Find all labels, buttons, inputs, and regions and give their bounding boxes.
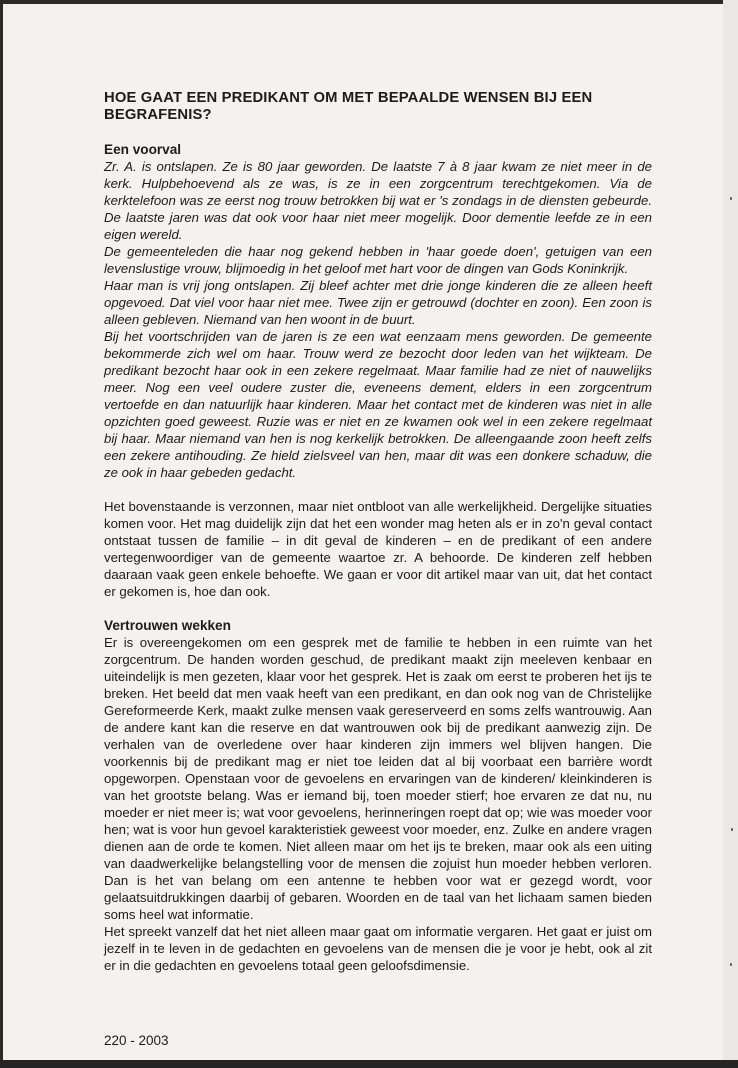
scan-speck (730, 197, 732, 200)
section-vertrouwen-wekken (104, 634, 652, 974)
paragraph: Er is overeengekomen om een gesprek met de familie te hebben in een ruimte van het zorgcentrum. De handen worden geschud, de predikant maakt zijn meeleven kenbaar en uiteindelijk is men gezeten, klaar voor het gesprek. Het is zaak om eerst te proberen het ijs te breken. Het beeld dat men vaak heeft van een predikant, en dan ook nog van de Christelijke Gereformeerde Kerk, maakt zulke mensen vaak gereserveerd en soms zelfs wantrouwig. Aan de andere kant kan die reserve en dat wantrouwen ook bij de predikant aanwezig zijn. De verhalen van de overledene over haar kinderen zijn immers wel blijven hangen. Die voorkennis bij de predikant mag er niet toe leiden dat al bij voorbaat een barrière wordt opgeworpen. Openstaan voor de gevoelens en ervaringen van de kinderen/ kleinkinderen is van het grootste belang. Was er iemand bij, toen moeder stierf; hoe ervaren ze dat nu, nu moeder er niet meer is; wat voor gevoelens, herinneringen roept dat op; wie was moeder voor hen; wat is voor hun gevoel karakteristiek geweest voor moeder, enz. Zulke en andere vragen dienen aan de orde te komen. Niet alleen maar om het ijs te breken, maar ook als een uiting van daadwerkelijke belangstelling voor de mensen die zojuist hun moeder hebben verloren. Dan is het van belang om een antenne te hebben voor wat er gezegd wordt, voor gelaatsuitdrukkingen daarbij of gebaren. Woorden en de taal van het lichaam samen bieden soms heel wat informatie. (104, 635, 652, 922)
section-toelichting (104, 498, 652, 600)
adjacent-page-edge (723, 0, 738, 1068)
paragraph: De gemeenteleden die haar nog gekend hebben in 'haar goede doen', getuigen van een levenslustige vrouw, blijmoedig in het geloof met hart voor de dingen van Gods Koninkrijk. (104, 244, 652, 276)
section-een-voorval (104, 158, 652, 481)
scan-bottom-edge (0, 1060, 738, 1068)
scan-speck (730, 963, 732, 966)
document-page (3, 4, 723, 1060)
section-heading-een-voorval: Een voorval (104, 142, 182, 157)
paragraph: Het spreekt vanzelf dat het niet alleen maar gaat om informatie vergaren. Het gaat er juist om jezelf in te leven in de gedachten en gevoelens van de mensen die je voor je hebt, ook al zit er in die gedachten en gevoelens totaal geen geloofsdimensie. (104, 924, 652, 973)
article-title: HOE GAAT EEN PREDIKANT OM MET BEPAALDE WENSEN BIJ EEN BEGRAFENIS? (104, 90, 593, 123)
scan-speck (731, 828, 733, 831)
paragraph: Zr. A. is ontslapen. Ze is 80 jaar geworden. De laatste 7 à 8 jaar kwam ze niet meer in de kerk. Hulpbehoevend als ze was, is ze in een zorgcentrum terechtgekomen. Via de kerktelefoon was ze eerst nog trouw betrokken bij wat er 's zondags in de diensten gebeurde. De laatste jaren was dat ook voor haar niet meer mogelijk. Door dementie leefde ze in een eigen wereld. (104, 159, 652, 242)
paragraph: Het bovenstaande is verzonnen, maar niet ontbloot van alle werkelijkheid. Dergelijke situaties komen voor. Het mag duidelijk zijn dat het een wonder mag heten als er in zo'n geval contact ontstaat tussen de familie – in dit geval de kinderen – en de predikant of een andere vertegenwoordiger van de gemeente waartoe zr. A behoorde. De kinderen zelf hebben daaraan vaak geen enkele behoefte. We gaan er voor dit artikel maar van uit, dat het contact er gekomen is, hoe dan ook. (104, 499, 652, 599)
paragraph: Bij het voortschrijden van de jaren is ze een wat eenzaam mens geworden. De gemeente bekommerde zich wel om haar. Trouw werd ze bezocht door leden van het wijkteam. De predikant bezocht haar ook in een zekere regelmaat. Maar familie had ze niet of nauwelijks meer. Nog een veel oudere zuster die, eveneens dement, elders in een zorgcentrum vertoefde en dan natuurlijk haar kinderen. Maar het contact met de kinderen was niet in alle opzichten goed geweest. Ruzie was er niet en ze kwamen ook wel in een zekere regelmaat bij haar. Maar niemand van hen is nog kerkelijk betrokken. De alleengaande zoon heeft zelfs een zekere antihouding. Ze hield zielsveel van hen, maar dit was een donkere schaduw, die ze ook in haar gebeden gedacht. (104, 329, 652, 480)
page-number-footer: 220 - 2003 (104, 1033, 169, 1048)
paragraph: Haar man is vrij jong ontslapen. Zij bleef achter met drie jonge kinderen die ze alleen heeft opgevoed. Dat viel voor haar niet mee. Twee zijn er getrouwd (dochter en zoon). Een zoon is alleen gebleven. Niemand van hen woont in de buurt. (104, 278, 652, 327)
section-heading-vertrouwen-wekken: Vertrouwen wekken (104, 618, 231, 633)
article-content (104, 90, 652, 974)
